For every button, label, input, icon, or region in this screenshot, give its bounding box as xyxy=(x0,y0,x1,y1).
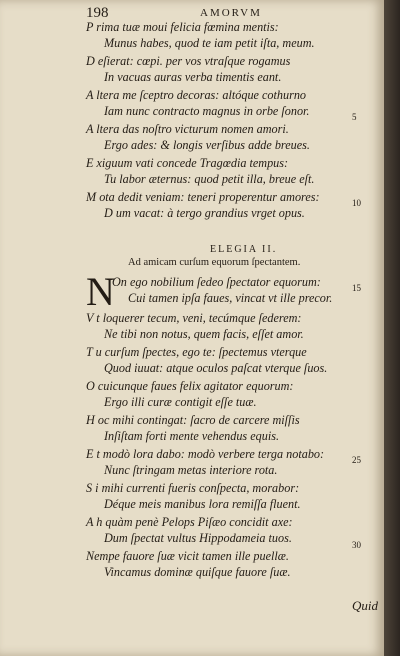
verse-line: A ltera das noſtro victurum nomen amori. xyxy=(86,122,289,136)
verse-line: Vincamus dominæ quiſque fauore ſuæ. xyxy=(104,565,291,579)
verse-line: H oc mihi contingat: ſacro de carcere miſſis xyxy=(86,413,300,427)
verse-line: Nunc ſtringam metas interiore rota. xyxy=(104,463,278,477)
verse-line: O cuicunque faues felix agitator equorum: xyxy=(86,379,294,393)
verse-line: Dum ſpectat vultus Hippodameia tuos. xyxy=(104,531,292,545)
catchword: Quid xyxy=(352,598,378,613)
verse-line: Cui tamen ipſa faues, vincat vt ille precor. xyxy=(128,291,333,305)
verse-line: Inſiſtam forti mente vehendus equis. xyxy=(104,429,279,443)
verse-line: Quod iuuat: atque oculos paſcat vterque ſuos. xyxy=(104,361,328,375)
verse-line: P rima tuæ moui felicia fœmina mentis: xyxy=(86,20,279,34)
margin-line-number: 25 xyxy=(352,455,361,465)
margin-line-number: 5 xyxy=(352,112,357,122)
margin-line-number: 30 xyxy=(352,540,361,550)
book-gutter xyxy=(384,0,400,656)
elegy-subtitle: Ad amicam curſum equorum ſpectantem. xyxy=(128,257,301,268)
verse-line: Iam nunc contracto magnus in orbe ſonor. xyxy=(104,104,310,118)
verse-line: Nempe fauore ſuæ vicit tamen ille puellæ. xyxy=(86,549,289,563)
verse-line: E t modò lora dabo: modò verbere terga notabo: xyxy=(86,447,325,461)
verse-line: S i mihi currenti fueris conſpecta, morabor: xyxy=(86,481,300,495)
margin-line-number: 15 xyxy=(352,283,361,293)
verse-line: V t loquerer tecum, veni, tecúmque ſederem: xyxy=(86,311,302,325)
verse-line: T u curſum ſpectes, ego te: ſpectemus vterque xyxy=(86,345,307,359)
verse-line: Ergo ades: & longis verſibus adde breues. xyxy=(104,138,310,152)
verse-line: Tu labor æternus: quod petit illa, breue eſt. xyxy=(104,172,315,186)
page-number: 198 xyxy=(86,5,109,21)
verse-line: D um vacat: à tergo grandius vrget opus. xyxy=(104,206,305,220)
verse-line: A ltera me ſceptro decoras: altóque cothurno xyxy=(86,88,307,102)
verse-line: E xiguum vati concede Tragœdia tempus: xyxy=(86,156,289,170)
drop-capital: N xyxy=(86,269,115,314)
verse-line: A h quàm penè Pelops Piſæo concidit axe: xyxy=(86,515,293,529)
elegy-title: ELEGIA II. xyxy=(210,244,278,255)
verse-line: Munus habes, quod te iam petit iſta, meum. xyxy=(104,36,315,50)
verse-line: Ergo illi curæ contigit eſſe tuæ. xyxy=(104,395,257,409)
margin-line-number: 10 xyxy=(352,198,361,208)
verse-line: D eſierat: cœpi. per vos vtraſque rogamus xyxy=(86,54,291,68)
verse-line: On ego nobilium ſedeo ſpectator equorum: xyxy=(112,275,321,289)
verse-line: Ne tibi non notus, quem facis, eſſet amor. xyxy=(104,327,304,341)
running-head: AMORVM xyxy=(200,7,262,19)
verse-line: Déque meis manibus lora remiſſa fluent. xyxy=(104,497,301,511)
verse-line: M ota dedit veniam: teneri properentur amores: xyxy=(86,190,320,204)
verse-line: In vacuas auras verba timentis eant. xyxy=(104,70,282,84)
